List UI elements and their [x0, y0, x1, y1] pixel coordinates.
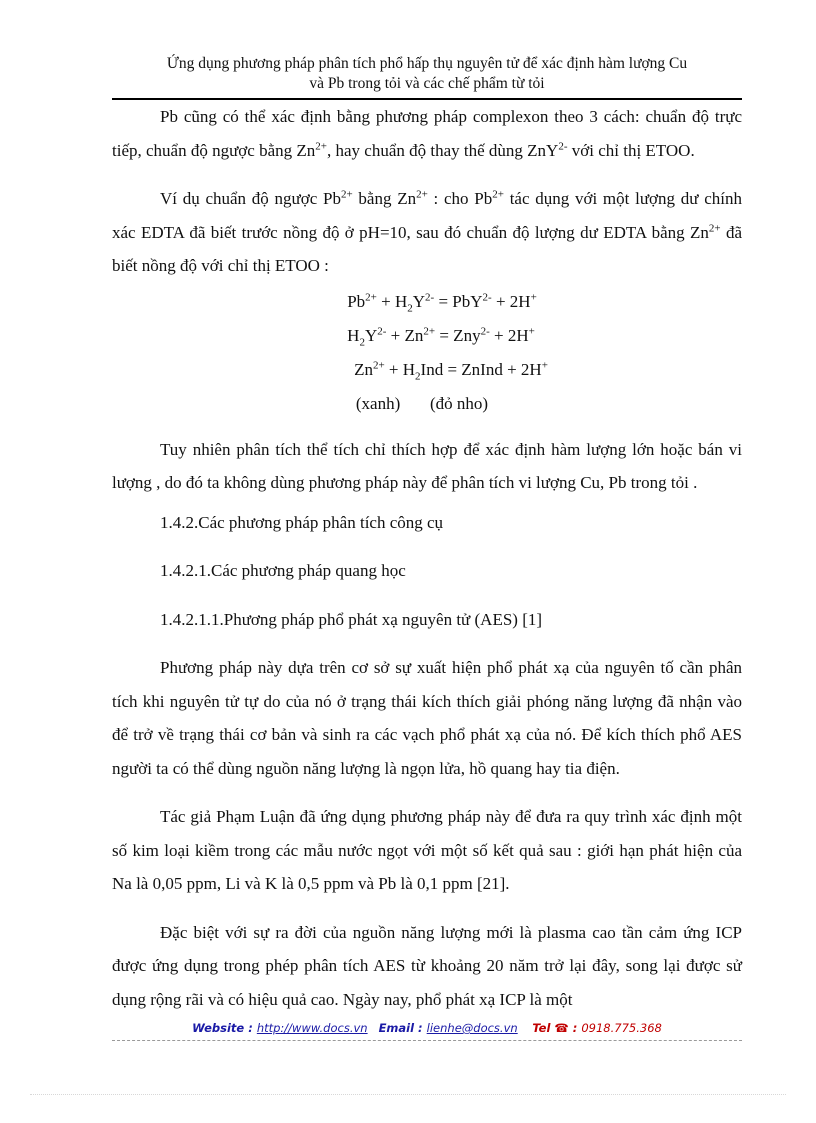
- color-label-red: (đỏ nho): [430, 393, 489, 413]
- paragraph-pham-luan: Tác giả Phạm Luận đã ứng dụng phương pháp này để đưa ra quy trình xác định một số kim loại kiềm trong các mẫu nước ngọt với một số kết quả sau : giới hạn phát hiện của Na là 0,05 ppm, Li và K là 0,5 ppm và Pb là 0,1 ppm [21].: [112, 807, 742, 893]
- page-footer: [112, 1021, 742, 1035]
- paragraph-complexon: Pb cũng có thể xác định bằng phương pháp complexon theo 3 cách: chuẩn độ trực tiếp, chuẩn độ ngược bằng $Zn^{2+}$, hay chuẩn độ thay thế dùng ZnY$^{2-}$ với chỉ thị ETOO.: [112, 107, 742, 160]
- color-label-blue: (xanh): [355, 393, 401, 413]
- page-bottom-border: [30, 1094, 786, 1095]
- equation-3: $Zn^{2+} + H_2Ind$ = ZnInd + 2H+: [354, 358, 548, 382]
- paragraph-volumetric-limit: Tuy nhiên phân tích thể tích chỉ thích hợp để xác định hàm lượng lớn hoặc bán vi lượng , do đó ta không dùng phương pháp này để phân tích vi lượng Cu, Pb trong tỏi .: [112, 439, 742, 492]
- header-title-line-2: và Pb trong tỏi và các chế phẩm từ tỏi: [309, 75, 545, 92]
- paragraph-aes-principle: Phương pháp này dựa trên cơ sở sự xuất hiện phổ phát xạ của nguyên tố cần phân tích khi nguyên tử tự do của nó ở trạng thái kích thích giải phóng năng lượng đã nhận vào để trở về trạng thái cơ bản và sinh ra các vạch phổ phát xạ của nó. Để kích thích phổ AES người ta có thể dùng nguồn năng lượng là ngọn lửa, hồ quang hay tia điện.: [112, 658, 742, 778]
- website-label: Website :: [192, 1021, 257, 1035]
- header-title-line-1: Ứng dụng phương pháp phân tích phổ hấp thụ nguyên tử để xác định hàm lượng Cu: [166, 55, 688, 72]
- section-heading-1-4-2-1: 1.4.2.1.Các phương pháp quang học: [160, 561, 406, 580]
- email-link[interactable]: lienhe@docs.vn: [426, 1021, 518, 1035]
- equation-2: $H_2Y^{2-} + Zn^{2+} = Zny^{2-} + 2H^+$: [347, 324, 535, 348]
- equation-color-labels: [112, 387, 732, 421]
- section-heading-1-4-2-1-1: 1.4.2.1.1.Phương pháp phổ phát xạ nguyên tử (AES) [1]: [160, 609, 543, 629]
- paragraph-back-titration: Ví dụ chuẩn độ ngược $Pb^{2+}$ bằng $Zn^{2+}$ : cho $Pb^{2+}$ tác dụng với một lượng dư chính xác EDTA đã biết trước nồng độ ở pH=10, sau đó chuẩn độ lượng dư EDTA bằng $Zn^{2+}$ đã biết nồng độ với chỉ thị ETOO :: [112, 188, 743, 275]
- footer-divider: [112, 1040, 742, 1041]
- paragraph-icp: Đặc biệt với sự ra đời của nguồn năng lượng mới là plasma cao tần cảm ứng ICP được ứng dụng trong phép phân tích AES từ khoảng 20 năm trở lại đây, song lại được sử dụng rộng rãi và có hiệu quả cao. Ngày nay, phổ phát xạ ICP là một: [112, 922, 742, 1009]
- email-label: Email :: [378, 1021, 427, 1035]
- equation-1: $Pb^{2+} + H_2Y^{2-} = PbY^{2-} + 2H^+$: [347, 290, 537, 314]
- page-header: [112, 54, 742, 94]
- phone-number: 0918.775.368: [581, 1021, 662, 1035]
- section-heading-1-4-2: 1.4.2.Các phương pháp phân tích công cụ: [160, 512, 444, 532]
- document-body: [112, 100, 742, 1031]
- website-link[interactable]: http://www.docs.vn: [256, 1021, 368, 1035]
- phone-label: Tel ☎ :: [532, 1021, 582, 1035]
